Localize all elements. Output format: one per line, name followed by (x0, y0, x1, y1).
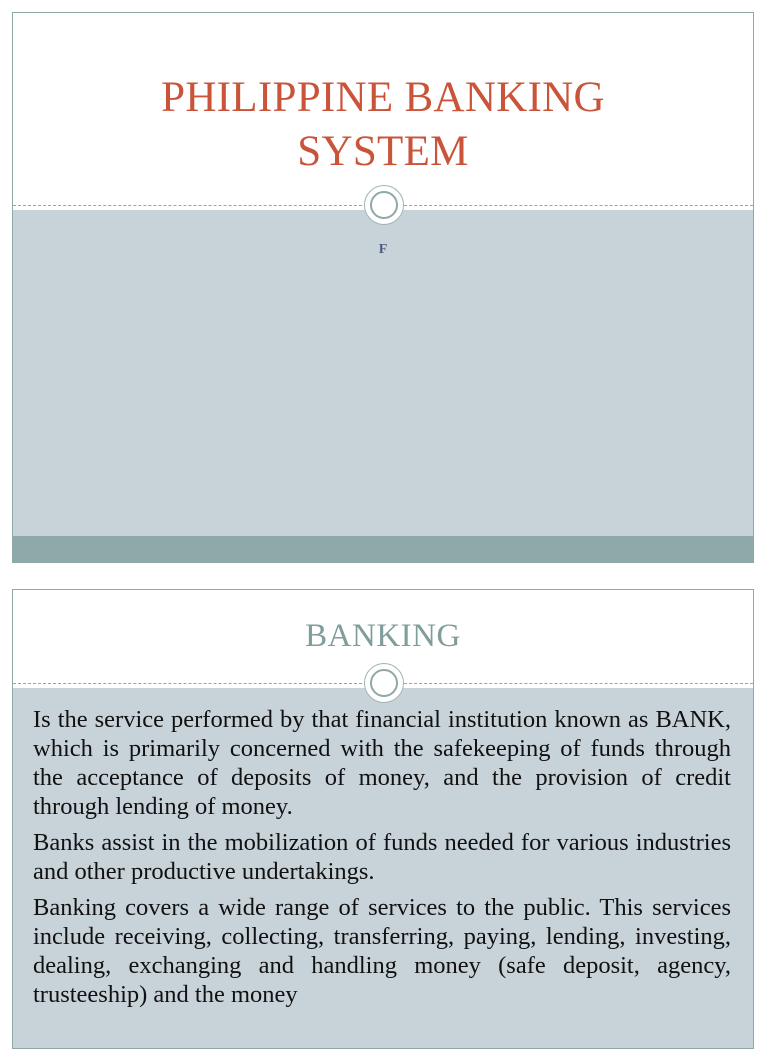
paragraph-3: Banking covers a wide range of services to the public. This services include receiving, collecting, transferring, paying, lending, investing, dealing, exchanging and handling money (safe deposit, agency, trusteeship) and the money (33, 894, 731, 1008)
slide-2 (12, 589, 754, 1049)
slide-2-text (33, 705, 731, 1016)
paragraph-1: Is the service performed by that financial institution known as BANK, which is primarily concerned with the safekeeping of funds through the acceptance of deposits of money, and the provision of credit through lending of money. (33, 706, 731, 820)
slide-1-title (13, 71, 753, 179)
slide-1-footer-band (13, 536, 753, 562)
slide-1-title-line-2: SYSTEM (297, 128, 469, 175)
slide-2-title: BANKING (305, 618, 461, 654)
paragraph-2: Banks assist in the mobilization of funds needed for various industries and other productive undertakings. (33, 829, 731, 885)
circle-ornament-icon (364, 663, 404, 703)
circle-ornament-icon (364, 185, 404, 225)
slide-2-body (13, 688, 753, 1048)
slide-1-title-line-1: PHILIPPINE BANKING (161, 74, 605, 121)
slide-1-subtitle: F (378, 242, 388, 257)
slide-1 (12, 12, 754, 563)
slide-1-body (13, 210, 753, 536)
slide-1-title-area (13, 13, 753, 205)
